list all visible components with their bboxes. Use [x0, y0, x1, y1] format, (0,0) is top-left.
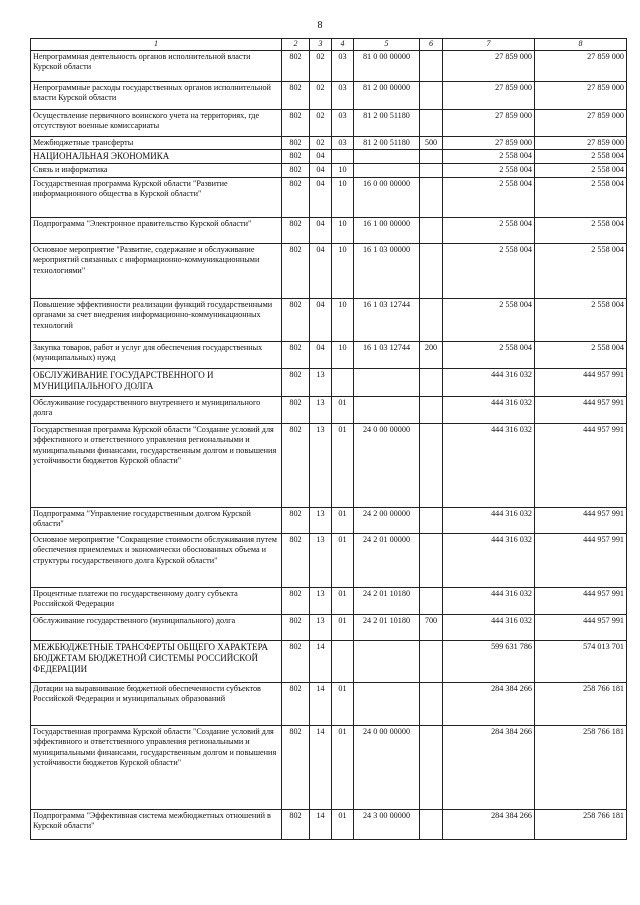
subsection-code-cell: 10	[332, 298, 354, 341]
target-article-cell: 81 2 00 51180	[354, 109, 420, 136]
subsection-code-cell	[332, 640, 354, 682]
section-code-cell: 04	[310, 243, 332, 298]
row-name-cell: Связь и информатика	[31, 164, 282, 178]
target-article-cell: 24 0 00 00000	[354, 423, 420, 507]
expense-type-cell	[420, 809, 443, 839]
row-name-cell: Непрограммные расходы государственных органов исполнительной власти Курской области	[31, 81, 282, 109]
table-row	[31, 533, 627, 587]
row-name-cell: Государственная программа Курской области "Создание условий для эффективного и ответственного управления региональными и муниципальными финансами, государственным долгом и повышения устойчивости бюджетов Курской области"	[31, 423, 282, 507]
subsection-code-cell: 01	[332, 614, 354, 640]
amount-year2-cell: 27 859 000	[535, 136, 627, 150]
target-article-cell: 24 3 00 00000	[354, 809, 420, 839]
column-number: 5	[354, 39, 420, 51]
amount-year1-cell: 2 558 004	[443, 177, 535, 217]
section-code-cell: 14	[310, 640, 332, 682]
ved-code-cell: 802	[282, 423, 310, 507]
amount-year1-cell: 27 859 000	[443, 109, 535, 136]
ved-code-cell: 802	[282, 50, 310, 81]
table-row	[31, 640, 627, 682]
expense-type-cell: 500	[420, 136, 443, 150]
table-row	[31, 423, 627, 507]
column-number: 1	[31, 39, 282, 51]
target-article-cell	[354, 368, 420, 396]
row-name-cell: Межбюджетные трансферты	[31, 136, 282, 150]
amount-year2-cell: 27 859 000	[535, 50, 627, 81]
row-name-cell: Обслуживание государственного (муниципального) долга	[31, 614, 282, 640]
section-code-cell: 02	[310, 81, 332, 109]
amount-year1-cell: 27 859 000	[443, 136, 535, 150]
ved-code-cell: 802	[282, 217, 310, 243]
amount-year2-cell: 27 859 000	[535, 109, 627, 136]
target-article-cell: 24 2 01 00000	[354, 533, 420, 587]
table-row	[31, 81, 627, 109]
amount-year1-cell: 2 558 004	[443, 298, 535, 341]
row-name-cell: ОБСЛУЖИВАНИЕ ГОСУДАРСТВЕННОГО И МУНИЦИПАЛЬНОГО ДОЛГА	[31, 368, 282, 396]
ved-code-cell: 802	[282, 81, 310, 109]
section-code-cell: 02	[310, 50, 332, 81]
ved-code-cell: 802	[282, 368, 310, 396]
amount-year2-cell: 444 957 991	[535, 533, 627, 587]
expense-type-cell	[420, 725, 443, 809]
target-article-cell: 16 0 00 00000	[354, 177, 420, 217]
section-code-cell: 04	[310, 150, 332, 164]
ved-code-cell: 802	[282, 243, 310, 298]
target-article-cell: 16 1 03 12744	[354, 341, 420, 368]
subsection-code-cell: 03	[332, 81, 354, 109]
amount-year1-cell: 2 558 004	[443, 164, 535, 178]
ved-code-cell: 802	[282, 298, 310, 341]
expense-type-cell	[420, 298, 443, 341]
expense-type-cell	[420, 50, 443, 81]
target-article-cell	[354, 164, 420, 178]
section-code-cell: 02	[310, 109, 332, 136]
section-code-cell: 14	[310, 725, 332, 809]
section-code-cell: 13	[310, 614, 332, 640]
section-code-cell: 14	[310, 809, 332, 839]
section-code-cell: 14	[310, 682, 332, 725]
section-code-cell: 13	[310, 396, 332, 423]
ved-code-cell: 802	[282, 177, 310, 217]
column-number: 3	[310, 39, 332, 51]
amount-year2-cell: 574 013 701	[535, 640, 627, 682]
section-code-cell: 02	[310, 136, 332, 150]
table-row	[31, 614, 627, 640]
subsection-code-cell	[332, 368, 354, 396]
section-code-cell: 13	[310, 587, 332, 614]
ved-code-cell: 802	[282, 136, 310, 150]
amount-year1-cell: 444 316 032	[443, 423, 535, 507]
table-row	[31, 298, 627, 341]
row-name-cell: НАЦИОНАЛЬНАЯ ЭКОНОМИКА	[31, 150, 282, 164]
row-name-cell: Повышение эффективности реализации функций государственными органами за счет внедрения информационно-коммуникационных технологий	[31, 298, 282, 341]
ved-code-cell: 802	[282, 640, 310, 682]
ved-code-cell: 802	[282, 164, 310, 178]
row-name-cell: Процентные платежи по государственному долгу субъекта Российской Федерации	[31, 587, 282, 614]
amount-year2-cell: 444 957 991	[535, 507, 627, 533]
target-article-cell: 24 0 00 00000	[354, 725, 420, 809]
table-row	[31, 50, 627, 81]
row-name-cell: Осуществление первичного воинского учета на территориях, где отсутствуют военные комиссариаты	[31, 109, 282, 136]
amount-year1-cell: 444 316 032	[443, 533, 535, 587]
expense-type-cell	[420, 243, 443, 298]
section-code-cell: 13	[310, 368, 332, 396]
ved-code-cell: 802	[282, 587, 310, 614]
expense-type-cell	[420, 150, 443, 164]
table-row	[31, 341, 627, 368]
table-row	[31, 809, 627, 839]
expense-type-cell	[420, 640, 443, 682]
amount-year2-cell: 2 558 004	[535, 341, 627, 368]
table-row	[31, 136, 627, 150]
amount-year1-cell: 284 384 266	[443, 725, 535, 809]
section-code-cell: 13	[310, 507, 332, 533]
table-row	[31, 682, 627, 725]
row-name-cell: Обслуживание государственного внутреннего и муниципального долга	[31, 396, 282, 423]
amount-year2-cell: 2 558 004	[535, 177, 627, 217]
table-row	[31, 217, 627, 243]
section-code-cell: 13	[310, 533, 332, 587]
amount-year2-cell: 444 957 991	[535, 368, 627, 396]
ved-code-cell: 802	[282, 150, 310, 164]
row-name-cell: Подпрограмма "Управление государственным долгом Курской области"	[31, 507, 282, 533]
subsection-code-cell: 01	[332, 725, 354, 809]
amount-year2-cell: 2 558 004	[535, 164, 627, 178]
expense-type-cell	[420, 109, 443, 136]
target-article-cell	[354, 682, 420, 725]
column-number: 4	[332, 39, 354, 51]
amount-year1-cell: 444 316 032	[443, 507, 535, 533]
ved-code-cell: 802	[282, 533, 310, 587]
expense-type-cell	[420, 164, 443, 178]
table-row	[31, 507, 627, 533]
table-row	[31, 396, 627, 423]
section-code-cell: 13	[310, 423, 332, 507]
subsection-code-cell: 01	[332, 533, 354, 587]
amount-year2-cell: 444 957 991	[535, 396, 627, 423]
table-row	[31, 587, 627, 614]
ved-code-cell: 802	[282, 725, 310, 809]
target-article-cell	[354, 396, 420, 423]
amount-year2-cell: 258 766 181	[535, 809, 627, 839]
table-row	[31, 368, 627, 396]
row-name-cell: Основное мероприятие "Сокращение стоимости обслуживания путем обеспечения приемлемых и экономически обоснованных объема и структуры государственного долга Курской области"	[31, 533, 282, 587]
subsection-code-cell: 03	[332, 50, 354, 81]
section-code-cell: 04	[310, 217, 332, 243]
target-article-cell	[354, 640, 420, 682]
subsection-code-cell	[332, 150, 354, 164]
row-name-cell: МЕЖБЮДЖЕТНЫЕ ТРАНСФЕРТЫ ОБЩЕГО ХАРАКТЕРА БЮДЖЕТАМ БЮДЖЕТНОЙ СИСТЕМЫ РОССИЙСКОЙ ФЕДЕРАЦИИ	[31, 640, 282, 682]
table-row	[31, 150, 627, 164]
expense-type-cell	[420, 533, 443, 587]
expense-type-cell	[420, 423, 443, 507]
ved-code-cell: 802	[282, 507, 310, 533]
amount-year1-cell: 444 316 032	[443, 368, 535, 396]
section-code-cell: 04	[310, 341, 332, 368]
expense-type-cell: 700	[420, 614, 443, 640]
row-name-cell: Основное мероприятие "Развитие, содержание и обслуживание мероприятий связанных с информационно-коммуникационными технологиями"	[31, 243, 282, 298]
subsection-code-cell: 01	[332, 396, 354, 423]
column-number: 6	[420, 39, 443, 51]
expense-type-cell	[420, 81, 443, 109]
expense-type-cell: 200	[420, 341, 443, 368]
target-article-cell: 81 0 00 00000	[354, 50, 420, 81]
target-article-cell: 16 1 03 00000	[354, 243, 420, 298]
amount-year2-cell: 258 766 181	[535, 682, 627, 725]
target-article-cell: 24 2 01 10180	[354, 614, 420, 640]
amount-year2-cell: 2 558 004	[535, 298, 627, 341]
amount-year2-cell: 258 766 181	[535, 725, 627, 809]
amount-year1-cell: 599 631 786	[443, 640, 535, 682]
row-name-cell: Закупка товаров, работ и услуг для обеспечения государственных (муниципальных) нужд	[31, 341, 282, 368]
subsection-code-cell: 01	[332, 423, 354, 507]
amount-year1-cell: 2 558 004	[443, 150, 535, 164]
amount-year1-cell: 284 384 266	[443, 809, 535, 839]
table-row	[31, 177, 627, 217]
target-article-cell: 16 1 03 12744	[354, 298, 420, 341]
section-code-cell: 04	[310, 164, 332, 178]
ved-code-cell: 802	[282, 682, 310, 725]
row-name-cell: Подпрограмма "Электронное правительство Курской области"	[31, 217, 282, 243]
table-row	[31, 164, 627, 178]
subsection-code-cell: 03	[332, 109, 354, 136]
amount-year2-cell: 27 859 000	[535, 81, 627, 109]
column-number-row	[31, 39, 627, 51]
target-article-cell: 81 2 00 00000	[354, 81, 420, 109]
target-article-cell: 24 2 00 00000	[354, 507, 420, 533]
subsection-code-cell: 10	[332, 217, 354, 243]
subsection-code-cell: 10	[332, 164, 354, 178]
ved-code-cell: 802	[282, 809, 310, 839]
table-row	[31, 109, 627, 136]
subsection-code-cell: 10	[332, 243, 354, 298]
expense-type-cell	[420, 396, 443, 423]
amount-year1-cell: 27 859 000	[443, 50, 535, 81]
subsection-code-cell: 01	[332, 507, 354, 533]
amount-year1-cell: 444 316 032	[443, 587, 535, 614]
column-number: 7	[443, 39, 535, 51]
target-article-cell	[354, 150, 420, 164]
amount-year1-cell: 2 558 004	[443, 217, 535, 243]
column-number: 8	[535, 39, 627, 51]
expense-type-cell	[420, 368, 443, 396]
subsection-code-cell: 01	[332, 587, 354, 614]
table-row	[31, 243, 627, 298]
table-row	[31, 725, 627, 809]
subsection-code-cell: 10	[332, 177, 354, 217]
row-name-cell: Государственная программа Курской области "Развитие информационного общества в Курской области"	[31, 177, 282, 217]
target-article-cell: 81 2 00 51180	[354, 136, 420, 150]
amount-year2-cell: 2 558 004	[535, 150, 627, 164]
subsection-code-cell: 10	[332, 341, 354, 368]
amount-year1-cell: 444 316 032	[443, 614, 535, 640]
expense-type-cell	[420, 507, 443, 533]
expense-type-cell	[420, 177, 443, 217]
amount-year1-cell: 27 859 000	[443, 81, 535, 109]
section-code-cell: 04	[310, 298, 332, 341]
amount-year2-cell: 444 957 991	[535, 614, 627, 640]
amount-year1-cell: 284 384 266	[443, 682, 535, 725]
budget-table	[30, 38, 627, 840]
amount-year2-cell: 2 558 004	[535, 217, 627, 243]
amount-year2-cell: 444 957 991	[535, 587, 627, 614]
ved-code-cell: 802	[282, 396, 310, 423]
section-code-cell: 04	[310, 177, 332, 217]
target-article-cell: 24 2 01 10180	[354, 587, 420, 614]
expense-type-cell	[420, 587, 443, 614]
amount-year2-cell: 2 558 004	[535, 243, 627, 298]
amount-year2-cell: 444 957 991	[535, 423, 627, 507]
target-article-cell: 16 1 00 00000	[354, 217, 420, 243]
row-name-cell: Дотации на выравнивание бюджетной обеспеченности субъектов Российской Федерации и муниципальных образований	[31, 682, 282, 725]
ved-code-cell: 802	[282, 341, 310, 368]
expense-type-cell	[420, 217, 443, 243]
amount-year1-cell: 2 558 004	[443, 341, 535, 368]
row-name-cell: Государственная программа Курской области "Создание условий для эффективного и ответственного управления региональными и муниципальными финансами, государственным долгом и повышения устойчивости бюджетов Курской области"	[31, 725, 282, 809]
ved-code-cell: 802	[282, 614, 310, 640]
subsection-code-cell: 01	[332, 809, 354, 839]
row-name-cell: Непрограммная деятельность органов исполнительной власти Курской области	[31, 50, 282, 81]
ved-code-cell: 802	[282, 109, 310, 136]
subsection-code-cell: 03	[332, 136, 354, 150]
page-number: 8	[317, 20, 323, 31]
subsection-code-cell: 01	[332, 682, 354, 725]
column-number: 2	[282, 39, 310, 51]
amount-year1-cell: 444 316 032	[443, 396, 535, 423]
amount-year1-cell: 2 558 004	[443, 243, 535, 298]
expense-type-cell	[420, 682, 443, 725]
row-name-cell: Подпрограмма "Эффективная система межбюджетных отношений в Курской области"	[31, 809, 282, 839]
